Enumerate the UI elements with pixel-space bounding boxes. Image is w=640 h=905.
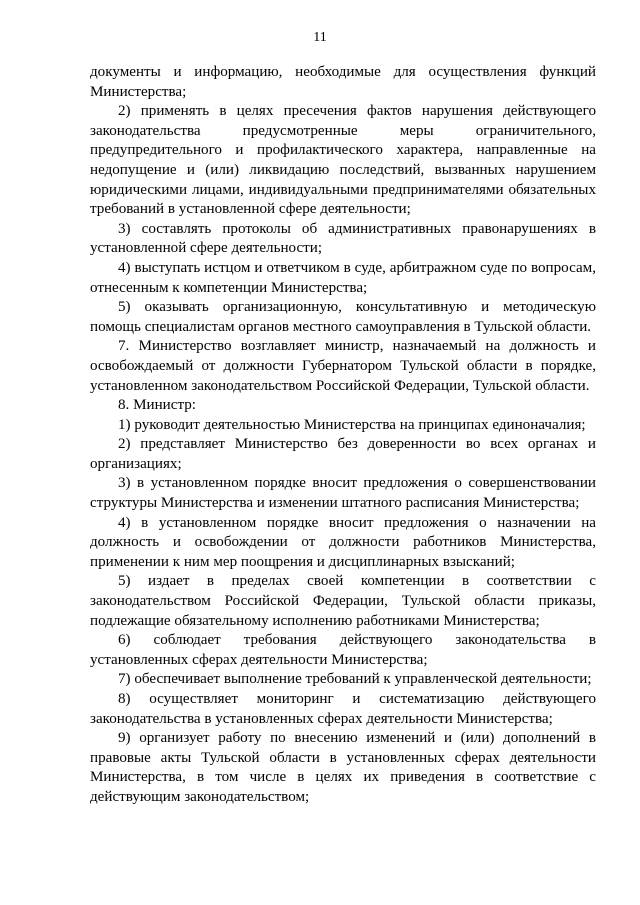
- paragraph-item-2-preventive-measures: 2) применять в целях пресечения фактов нарушения действующего законодательства предусмотренные меры ограничительного, предупредительного и профилактического характера, направленные на недопущение и (или) ликвидацию последствий, вызванных нарушением юридическими лицами, индивидуальными предпринимателями обязательных требований в установленной сфере деятельности;: [90, 103, 596, 218]
- paragraph-minister-item-4: 4) в установленном порядке вносит предложения о назначении на должность и освобождении от должности работников Министерства, применении к ним мер поощрения и дисциплинарных взысканий;: [90, 514, 596, 570]
- paragraph-item-5-assistance: 5) оказывать организационную, консультативную и методическую помощь специалистам органов местного самоуправления в Тульской области.: [90, 299, 596, 335]
- paragraph-minister-item-8: 8) осуществляет мониторинг и систематизацию действующего законодательства в установленных сферах деятельности Министерства;: [90, 691, 596, 727]
- paragraph-minister-item-5: 5) издает в пределах своей компетенции в соответствии с законодательством Российской Федерации, Тульской области приказы, подлежащие обязательному исполнению работниками Министерства;: [90, 573, 596, 629]
- paragraph-item-3-protocols: 3) составлять протоколы об административных правонарушениях в установленной сфере деятельности;: [90, 220, 596, 257]
- paragraph-minister-item-6: 6) соблюдает требования действующего законодательства в установленных сферах деятельности Министерства;: [90, 632, 596, 668]
- page-number: 11: [313, 30, 327, 45]
- paragraph-item-4-court: 4) выступать истцом и ответчиком в суде, арбитражном суде по вопросам, отнесенным к компетенции Министерства;: [90, 259, 596, 296]
- paragraph-minister-item-3: 3) в установленном порядке вносит предложения о совершенствовании структуры Министерства и изменении штатного расписания Министерства;: [90, 475, 596, 512]
- paragraph-minister-item-2: 2) представляет Министерство без доверенности во всех органах и организациях;: [90, 436, 596, 472]
- paragraph-continuation: документы и информацию, необходимые для осуществления функций Министерства;: [90, 64, 596, 100]
- paragraph-section-8-heading: 8. Министр:: [118, 397, 196, 414]
- paragraph-minister-item-1: 1) руководит деятельностью Министерства на принципах единоначалия;: [118, 416, 586, 433]
- document-body: [90, 63, 596, 808]
- paragraph-section-7-minister: 7. Министерство возглавляет министр, назначаемый на должность и освобождаемый от должности Губернатором Тульской области в порядке, установленном законодательством Российской Федерации, Тульской области.: [90, 338, 596, 394]
- paragraph-minister-item-9: 9) организует работу по внесению изменений и (или) дополнений в правовые акты Тульской области в установленных сферах деятельности Министерства, в том числе в целях их приведения в соответствие с действующим законодательством;: [90, 730, 596, 805]
- paragraph-minister-item-7: 7) обеспечивает выполнение требований к управленческой деятельности;: [118, 671, 592, 688]
